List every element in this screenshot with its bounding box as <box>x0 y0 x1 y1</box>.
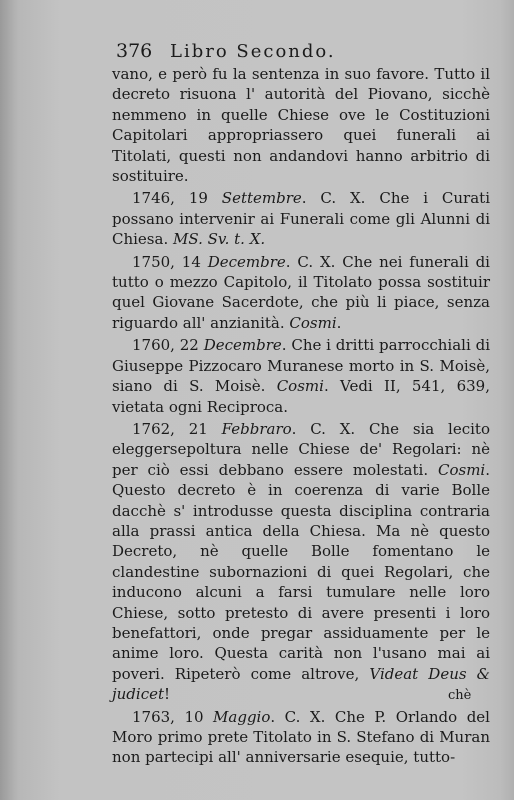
italic-text: Febbraro <box>221 419 292 438</box>
paragraph <box>112 707 490 768</box>
paragraph <box>112 252 490 334</box>
italic-text: Cosmi <box>289 313 337 332</box>
text-run: ! <box>164 685 171 704</box>
italic-text: Settembre <box>221 189 302 208</box>
text-run: 1760, 22 <box>132 336 204 355</box>
text-run: . C. X. Che sia lecito eleggersepoltura nelle Chiese de' Regolari: nè per ciò essi debbano essere molestati. <box>112 419 490 479</box>
paragraph <box>112 64 490 186</box>
text-run: . <box>336 313 342 332</box>
italic-text: Decembre <box>207 252 286 271</box>
paragraph <box>112 335 490 417</box>
italic-text: MS. Sv. t. X. <box>173 230 266 249</box>
italic-text: Decembre <box>203 336 282 355</box>
text-run: . Vedi II, 541, 639, vietata ogni Reciproca. <box>112 377 490 416</box>
italic-text: Maggio <box>213 707 271 726</box>
text-run: . Che i dritti parrocchiali di Giuseppe Pizzocaro Muranese morto in S. Moisè, siano di S. Moisè. <box>112 336 490 396</box>
text-run: 1762, 21 <box>132 419 222 438</box>
text-run: vano, e però fu la sentenza in suo favore. Tutto il decreto risuona l' autorità del Piovano, sicchè nemmeno in quelle Chiese ove le Costituzioni Capitolari appropriassero quei funerali ai Titolati, questi non andandovi hanno arbitrio di sostituire. <box>112 65 490 186</box>
paragraph <box>112 419 490 705</box>
paragraph <box>112 188 490 249</box>
running-title: Libro Secondo. <box>170 41 336 62</box>
text-run: . C. X. Che i Curati possano intervenir ai Funerali come gli Alunni di Chiesa. <box>112 189 490 249</box>
page-number: 376 <box>116 40 153 62</box>
text-run: . C. X. Che nei funerali di tutto o mezzo Capitolo, il Titolato possa sostituir quel Giovane Sacerdote, che più li piace, senza riguardo all' anzianità. <box>112 252 490 332</box>
italic-text: Cosmi <box>276 377 324 396</box>
italic-text: Cosmi <box>437 460 486 479</box>
text-run: 1750, 14 <box>132 252 208 271</box>
text-run: 1746, 19 <box>132 189 222 208</box>
catchword: chè <box>448 688 472 703</box>
page-header <box>116 40 496 66</box>
page-body-text <box>112 64 490 770</box>
text-run: 1763, 10 <box>132 707 214 726</box>
text-run: . C. X. Che P. Orlando del Moro primo prete Titolato in S. Stefano di Muran non partecipi all' anniversarie esequie, tutto- <box>112 707 490 767</box>
text-run: . Questo decreto è in coerenza di varie Bolle dacchè s' introdusse questa disciplina contraria alla prassi antica della Chiesa. Ma nè questo Decreto, nè quelle Bolle fomentano le clandestine subornazioni di quei Regolari, che inducono alcuni a farsi tumulare nelle loro Chiese, sotto pretesto di avere presenti i loro benefattori, onde pregar assiduamente per le anime loro. Questa carità non l'usano mai ai poveri. Ripeterò come altrove, <box>112 460 490 683</box>
italic-text: Videat Deus & judicet <box>112 664 491 704</box>
